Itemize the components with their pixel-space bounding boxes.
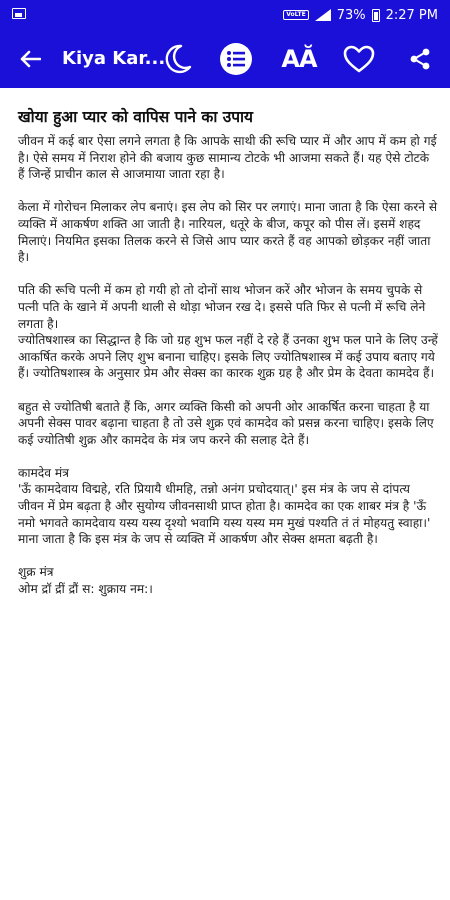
paragraph-gap xyxy=(18,448,438,465)
paragraph-gap xyxy=(18,548,438,565)
font-size-icon[interactable]: AĂ xyxy=(281,44,317,73)
battery-percent: 73% xyxy=(336,7,366,23)
app-bar xyxy=(0,29,450,88)
paragraph-gap xyxy=(18,266,438,283)
article-paragraph: कामदेव मंत्र xyxy=(18,465,69,480)
article-paragraph: केला में गोरोचन मिलाकर लेप बनाएं। इस लेप को सिर पर लगाएं। माना जाता है कि ऐसा करने से व्यक्ति में आकर्षण शक्ति आ जाती है। नारियल, धतूरे के बीज, कपूर को पीस लें। इसमें शहद मिलाएं। नियमित इसका तिलक करने से जिसे आप प्यार करते हैं वह आपको छोड़कर नहीं जाता है। xyxy=(18,200,438,265)
article-paragraph: ज्योतिषशास्त्र का सिद्धान्त है कि जो ग्रह शुभ फल नहीं दे रहे हैं उनका शुभ फल पाने के लिए उन्हें आकर्षित करके अपने लिए शुभ बनाना चाहिए। इसके लिए ज्योतिषशास्त्र में कई उपाय बताए गये हैं। ज्योतिषशास्त्र के अनुसार प्रेम और सेक्स का कारक शुक्र ग्रह है और प्रेम के देवता कामदेव हैं। xyxy=(18,333,438,381)
battery-icon xyxy=(372,9,380,22)
article-paragraph: ओम द्रॉ द्रीं द्रौं स: शुक्राय नम:। xyxy=(18,582,153,597)
paragraph-gap xyxy=(18,183,438,200)
back-arrow-icon[interactable] xyxy=(10,29,50,88)
article-paragraph: पति की रूचि पत्नी में कम हो गयी हो तो दोनों साथ भोजन करें और भोजन के समय चुपके से पत्नी पति के खाने में अपनी थाली से थोड़ा भोजन रख दे। इससे पति फिर से पत्नी में रूचि लेने लगता है। xyxy=(18,283,426,331)
moon-icon[interactable] xyxy=(158,29,198,88)
article-content xyxy=(18,107,438,598)
gallery-notification-icon xyxy=(12,8,26,19)
status-right xyxy=(283,6,438,24)
signal-icon xyxy=(315,9,331,21)
status-bar xyxy=(0,0,450,29)
paragraph-gap xyxy=(18,382,438,399)
list-icon[interactable] xyxy=(215,29,257,88)
heart-icon[interactable] xyxy=(338,29,380,88)
article-paragraph: 'ऊँ कामदेवाय विद्महे, रति प्रियायै धीमहि, तन्नो अनंग प्रचोदयात्।' इस मंत्र के जप से दांपत्य जीवन में प्रेम बढ़ता है और सुयोग्य जीवनसाथी प्राप्त होता है। कामदेव का एक शाबर मंत्र है 'ऊँ नमो भगवते कामदेवाय यस्य यस्य दृश्यो भवामि यस्य यस्य मम मुखं पश्यति तं तं मोहयतु स्वाहा।' माना जाता है कि इस मंत्र के जप से व्यक्ति में आकर्षण और सेक्स क्षमता बढ़ती है। xyxy=(18,482,431,547)
volte-badge: VoLTE xyxy=(283,10,308,20)
article-body xyxy=(18,133,438,598)
share-icon[interactable] xyxy=(400,29,440,88)
article-title: खोया हुआ प्यार को वापिस पाने का उपाय xyxy=(18,108,254,126)
article-paragraph: जीवन में कई बार ऐसा लगने लगता है कि आपके साथी की रूचि प्यार में और आप में कम हो गई है। ऐसे समय में निराश होने की बजाय कुछ सामान्य टोटके भी आजमा सकते हैं। यह ऐसे टोटके हैं जिन्हें प्राचीन काल से आजमाया जाता रहा है। xyxy=(18,134,437,182)
article-paragraph: शुक्र मंत्र xyxy=(18,565,54,580)
page-title: Kiya Kar... xyxy=(62,48,166,69)
clock: 2:27 PM xyxy=(385,7,438,23)
article-paragraph: बहुत से ज्योतिषी बताते हैं कि, अगर व्यक्ति किसी को अपनी ओर आकर्षित करना चाहता है या अपनी सेक्स पावर बढ़ाना चाहता है तो उसे शुक्र एवं कामदेव को प्रसन्न करना चाहिए। इसके लिए कई ज्योतिषी शुक्र और कामदेव के मंत्र जप करने की सलाह देते हैं। xyxy=(18,399,434,447)
